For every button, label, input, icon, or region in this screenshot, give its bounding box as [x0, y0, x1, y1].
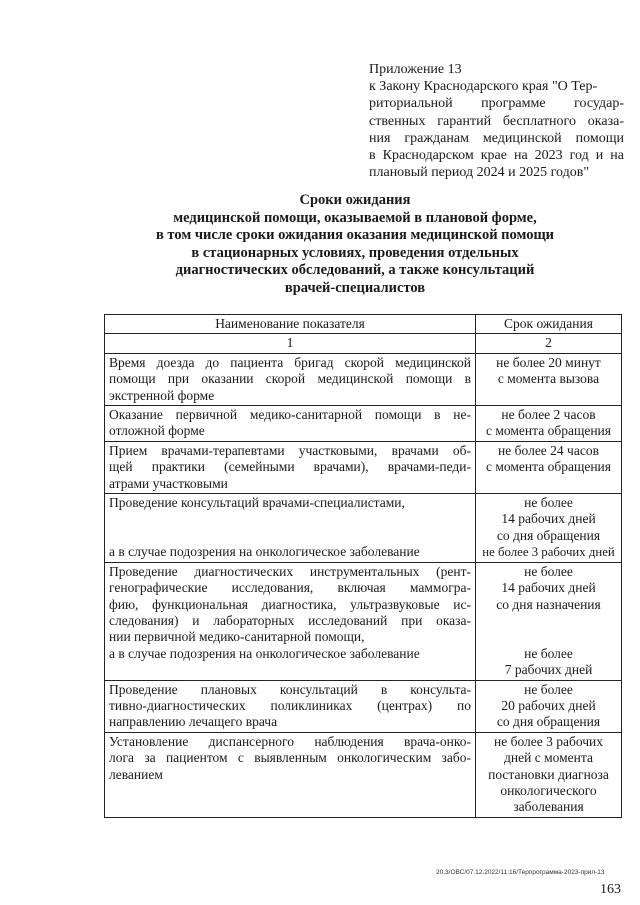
- cell-line: с момента вызова: [497, 371, 600, 387]
- cell-line: с момента обращения: [485, 423, 611, 439]
- document-title: [100, 192, 610, 297]
- term-cell: [476, 353, 622, 405]
- term-cell: [476, 494, 622, 563]
- page-number: 163: [600, 882, 621, 897]
- appendix-header: [369, 61, 624, 181]
- cell-line: не более: [524, 563, 573, 579]
- cell-line: фию, функциональная диагностика, ультразвуковые ис-: [109, 596, 471, 612]
- cell-line: лога за пациентом с выявленным онкологическим забо-: [109, 750, 471, 766]
- cell-line: Проведение плановых консультаций в консульта-: [109, 681, 471, 697]
- appendix-line: риториальной программе государ-: [369, 96, 624, 112]
- appendix-line: к Закону Краснодарского края "О Тер-: [369, 79, 598, 95]
- cell-line: а в случае подозрения на онкологическое заболевание: [109, 544, 420, 560]
- cell-line: не более 3 рабочих: [493, 733, 604, 749]
- cell-line: Установление диспансерного наблюдения врача-онко-: [109, 733, 471, 749]
- cell-line: Оказание первичной медико-санитарной помощи в не-: [109, 407, 471, 423]
- cell-line: онкологического: [500, 782, 597, 798]
- cell-line: не более 3 рабочих дней: [482, 545, 615, 560]
- cell-line: следования) и лабораторных исследований при оказа-: [109, 612, 471, 628]
- cell-line: щей практики (семейными врачами), врачами-педи-: [109, 459, 471, 475]
- cell-line: не более 24 часов: [498, 442, 599, 458]
- table-header-row: [105, 315, 622, 334]
- appendix-line: ственных гарантий бесплатного оказа-: [369, 113, 624, 129]
- cell-line: а в случае подозрения на онкологическое заболевание: [109, 645, 420, 661]
- term-cell: [476, 406, 622, 442]
- title-line: в стационарных условиях, проведения отдельных: [191, 244, 519, 261]
- cell-line: заболевания: [513, 799, 584, 815]
- cell-line: не более: [524, 645, 573, 661]
- cell-line: отложной форме: [109, 423, 205, 439]
- cell-line: леванием: [109, 766, 163, 782]
- cell-line: направлению лечащего врача: [109, 714, 278, 730]
- cell-line: не более 2 часов: [501, 407, 596, 423]
- indicator-cell: [105, 494, 476, 563]
- cell-line: Время доезда до пациента бригад скорой медицинской: [109, 354, 471, 370]
- title-line: Сроки ожидания: [299, 192, 411, 208]
- indicator-cell: [105, 732, 476, 817]
- term-cell: [476, 441, 622, 493]
- cell-line: Проведение консультаций врачами-специалистами,: [109, 495, 405, 511]
- cell-line: 7 рабочих дней: [504, 662, 593, 678]
- column-number: 2: [476, 334, 622, 353]
- cell-line: Прием врачами-терапевтами участковыми, врачами об-: [109, 442, 471, 458]
- cell-line: 20 рабочих дней: [501, 697, 596, 713]
- table-row: [105, 353, 622, 405]
- table-row: [105, 406, 622, 442]
- cell-line: атрами участковыми: [109, 475, 228, 491]
- appendix-line: плановый период 2024 и 2025 годов": [369, 165, 590, 181]
- indicator-cell: [105, 562, 476, 680]
- cell-line: постановки диагноза: [488, 766, 609, 782]
- cell-line: тивно-диагностических поликлиниках (центрах) по: [109, 697, 471, 713]
- cell-line: со дня обращения: [496, 714, 601, 730]
- cell-line: генографические исследования, включая маммогра-: [109, 580, 471, 596]
- indicator-cell: [105, 353, 476, 405]
- document-code: 20.3/ОВС/07.12.2022/11:16/Терпрограмма-2023-прил-13: [436, 869, 605, 876]
- cell-line: 14 рабочих дней: [501, 580, 596, 596]
- cell-line: не более: [524, 495, 573, 511]
- table-number-row: [105, 334, 622, 353]
- cell-line: не более 20 минут: [496, 354, 601, 370]
- cell-line: с момента обращения: [485, 459, 611, 475]
- indicator-cell: [105, 441, 476, 493]
- table-row: [105, 441, 622, 493]
- cell-line: помощи при оказании скорой медицинской помощи в: [109, 371, 471, 387]
- term-cell: [476, 562, 622, 680]
- column-number: 1: [105, 334, 476, 353]
- header-indicator-name: Наименование показателя: [105, 315, 476, 334]
- table-row: [105, 680, 622, 732]
- appendix-line: Приложение 13: [369, 62, 462, 77]
- appendix-line: в Краснодарском крае на 2023 год и на: [369, 148, 624, 164]
- cell-line: со дня обращения: [496, 527, 601, 543]
- cell-line: со дня назначения: [496, 596, 601, 612]
- cell-line: нии первичной медико-санитарной помощи,: [109, 629, 365, 645]
- header-waiting-time: Срок ожидания: [476, 315, 622, 334]
- table-row: [105, 732, 622, 817]
- title-line: врачей-специалистов: [284, 279, 426, 296]
- indicator-cell: [105, 680, 476, 732]
- table-row: [105, 562, 622, 680]
- cell-line: дней с момента: [504, 750, 593, 766]
- cell-line: 14 рабочих дней: [501, 511, 596, 527]
- indicator-cell: [105, 406, 476, 442]
- title-line: в том числе сроки ожидания оказания медицинской помощи: [155, 227, 555, 243]
- cell-line: экстренной форме: [109, 387, 215, 403]
- title-line: медицинской помощи, оказываемой в плановой форме,: [173, 209, 537, 226]
- table-row: [105, 494, 622, 563]
- title-line: диагностических обследований, а также консультаций: [175, 262, 535, 278]
- cell-line: не более: [524, 681, 573, 697]
- waiting-times-table: [104, 314, 622, 818]
- cell-line: Проведение диагностических инструментальных (рент-: [109, 563, 471, 579]
- appendix-line: ния гражданам медицинской помощи: [369, 130, 624, 146]
- term-cell: [476, 732, 622, 817]
- term-cell: [476, 680, 622, 732]
